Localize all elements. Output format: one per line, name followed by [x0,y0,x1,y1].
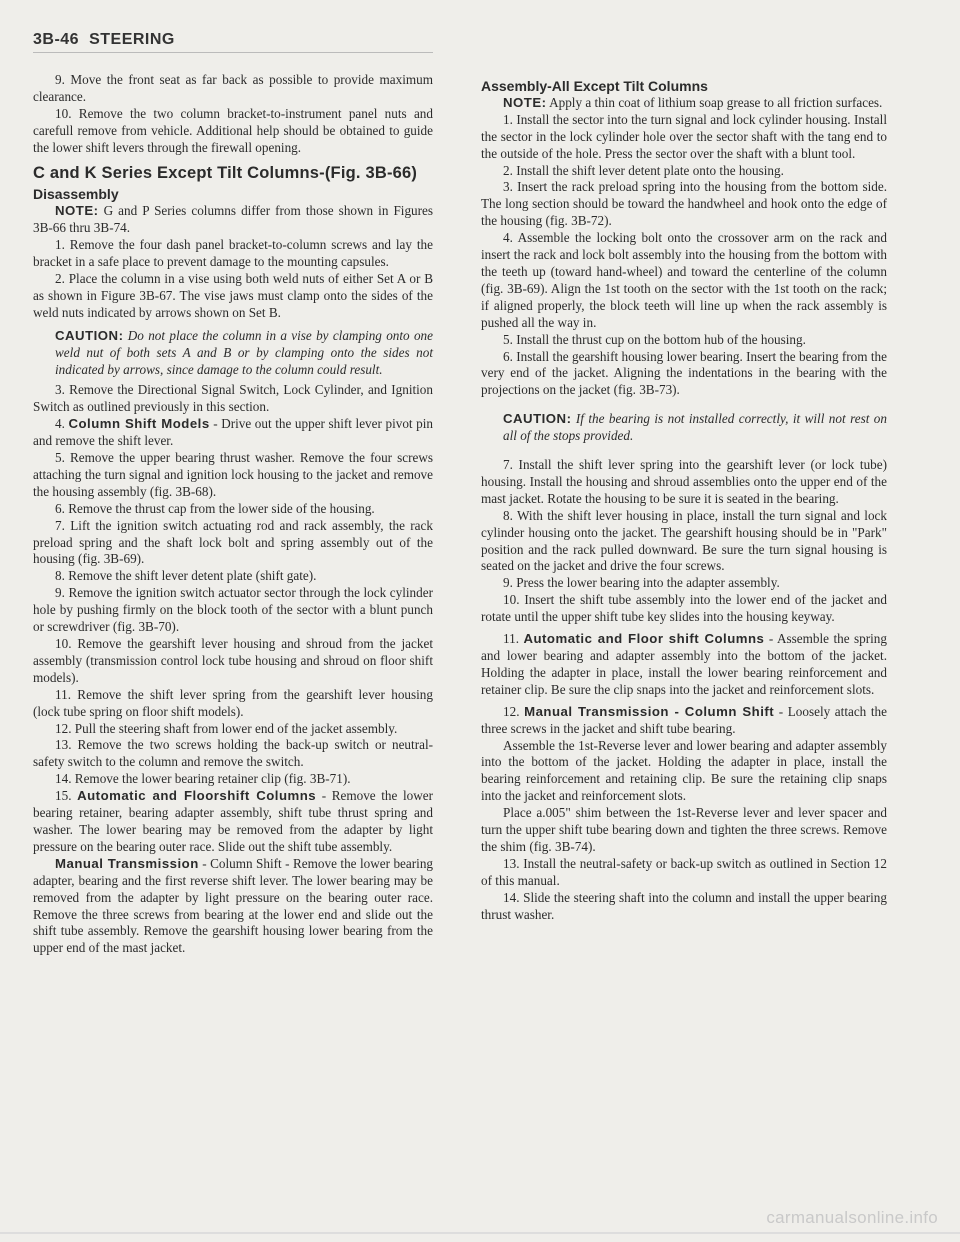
step: 4. Assemble the locking bolt onto the crossover arm on the rack and insert the rack and lock bolt assembly into the housing from the bottom with the teeth up (toward hand-wheel) and toward the centerline of the column (fig. 3B-69). Align the 1st tooth on the sector with the 1st tooth on the rack; if aligned properly, the block teeth will line up when the rack assembly is pushed all the way in. [481,230,887,330]
step: 9. Press the lower bearing into the adapter assembly. [503,575,780,591]
step: 11. Automatic and Floor shift Columns - Assemble the spring and lower bearing and adapter assembly into the bottom of the jacket. Holding the adapter in place, install the lower bearing reinforcement and retainer clip. Be sure the clip snaps into the jacket and reinforcement slots. [481,631,887,697]
step: 15. Automatic and Floorshift Columns - Remove the lower bearing retainer, bearing adapter assembly, shift tube thrust spring and washer. The lower bearing may be removed from the adapter by light pressure on the bearing outer race. Slide out the shift tube assembly. [33,788,433,854]
note-text: Apply a thin coat of lithium soap grease to all friction surfaces. [546,94,883,110]
step: 2. Install the shift lever detent plate onto the housing. [503,162,784,178]
section-heading: Assembly-All Except Tilt Columns [481,78,708,94]
caution-text: If the bearing is not installed correctly, it will not rest on all of the stops provided. [503,411,887,444]
step-label: Automatic and Floorshift Columns [77,788,317,804]
paragraph: Place a.005" shim between the 1st-Reverse lever and lever spacer and turn the upper shift tube bearing down and tighten the three screws. Remove the shim (fig. 3B-74). [481,805,887,854]
step: 11. Remove the shift lever spring from the gearshift lever housing (lock tube spring on floor shift models). [33,686,433,719]
step: 14. Slide the steering shaft into the column and install the upper bearing thrust washer. [481,889,887,922]
page-code: 3B-46 [33,31,80,48]
caution [503,411,887,445]
step-label: Column Shift Models [68,416,210,432]
step: 5. Remove the upper bearing thrust washer. Remove the four screws attaching the turn signal and ignition lock housing to the jacket and remove the housing assembly (fig. 3B-68). [33,450,433,499]
note [481,95,887,112]
step: 14. Remove the lower bearing retainer clip (fig. 3B-71). [55,771,351,787]
paragraph: 9. Move the front seat as far back as possible to provide maximum clearance. [33,72,433,104]
section-title: STEERING [89,31,175,48]
step: 12. Manual Transmission - Column Shift - Loosely attach the three screws in the jacket and shift tube bearing. [481,703,887,736]
step: 7. Lift the ignition switch actuating rod and rack assembly, the rack preload spring and the shaft lock bolt and spring assembly out of the housing (fig. 3B-69). [33,517,433,567]
step: Manual Transmission - Column Shift - Remove the lower bearing adapter, bearing and the first reverse shift lever. The lower bearing may be removed from the adapter by light pressure on the bearing outer race. Remove the three screws from bearing at the lower end and slide out the shift tube assembly. Remove the gearshift housing lower bearing from the upper end of the mast jacket. [33,855,434,956]
subheading: Disassembly [33,186,119,203]
right-column [481,72,887,924]
step: 4. Column Shift Models - Drive out the upper shift lever pivot pin and remove the shift lever. [33,416,434,449]
bottom-rule [0,1232,960,1234]
step-label: Automatic and Floor shift Columns [523,631,765,647]
step: 9. Remove the ignition switch actuator sector through the lock cylinder hole by pushing firmly on the block tooth of the sector with a blunt punch or screwdriver (fig. 3B-70). [33,585,433,635]
paragraph: Assemble the 1st-Reverse lever and lower bearing and adapter assembly into the bottom of the jacket. Holding the adapter in place, install the bearing reinforcement and retaining clip. Be sure the retaining clip snaps into the jacket and reinforcement slots. [481,737,887,804]
step: 13. Install the neutral-safety or back-up switch as outlined in Section 12 of this manual. [481,855,887,888]
section-heading: C and K Series Except Tilt Columns-(Fig. 3B-66) [33,163,418,182]
note-label: NOTE: [55,203,99,219]
step-label: Manual Transmission [55,855,199,871]
step: 5. Install the thrust cup on the bottom hub of the housing. [503,331,806,347]
page-header [33,31,185,49]
step: 10. Remove the gearshift lever housing and shroud from the jacket assembly (transmission control lock tube housing and shroud on floor shift models). [33,636,433,685]
step: 6. Remove the thrust cap from the lower side of the housing. [55,500,375,516]
watermark: carmanualsonline.info [766,1208,938,1227]
step-label: Manual Transmission - Column Shift [524,703,775,719]
step: 7. Install the shift lever spring into the gearshift lever (or lock tube) housing. Install the housing and shroud assemblies onto the upper end of the mast jacket. Rotate the housing to be sure it is seated in the bearing. [481,457,887,506]
note-text: G and P Series columns differ from those shown in Figures 3B-66 thru 3B-74. [33,203,434,236]
step: 13. Remove the two screws holding the back-up switch or neutral-safety switch to the column and remove the switch. [33,737,433,770]
note-label: NOTE: [503,94,547,110]
caution-text: Do not place the column in a vise by clamping onto one weld nut of both sets A and B or by clamping onto the sides not indicated by arrows, since damage to the column could result. [55,327,434,377]
header-rule [33,52,433,53]
step: 10. Insert the shift tube assembly into the lower end of the jacket and rotate until the upper shift tube key slides into the housing keyway. [481,592,887,625]
step: 3. Insert the rack preload spring into the housing from the bottom side. The long section should be toward the handwheel and hook onto the edge of the housing (fig. 3B-72). [481,179,887,229]
paragraph: 10. Remove the two column bracket-to-instrument panel nuts and carefull remove from vehicle. Additional help should be obtained to guide the lower shift levers through the firewall opening. [33,105,433,155]
step: 3. Remove the Directional Signal Switch, Lock Cylinder, and Ignition Switch as outlined previously in this section. [33,382,433,415]
step: 1. Remove the four dash panel bracket-to-column screws and lay the bracket in a safe place to prevent damage to the mounting capsules. [33,237,433,270]
caution [55,328,433,379]
caution-label: CAUTION: [55,327,124,343]
step: 12. Pull the steering shaft from lower end of the jacket assembly. [55,720,398,736]
left-column [33,72,433,957]
caution-label: CAUTION: [503,411,572,427]
note [33,203,433,237]
step: 2. Place the column in a vise using both weld nuts of either Set A or B as shown in Figure 3B-67. The vise jaws must clamp onto the sides of the weld nuts indicated by arrows shown on Set B. [33,270,433,320]
step: 6. Install the gearshift housing lower bearing. Insert the bearing from the very end of the jacket. Aligning the indentations in the bearing with the projections on the jacket (fig. 3B-73). [481,348,887,398]
step: 1. Install the sector into the turn signal and lock cylinder housing. Install the sector in the lock cylinder hole over the sector shaft with the tang end to the outside of the hole. Press the sector over the shaft with a blunt tool. [481,111,887,161]
step: 8. With the shift lever housing in place, install the turn signal and lock cylinder housing onto the jacket. The gearshift housing should be in "Park" position and the rack pulled downward. Be sure the turn signal housing is seated on the jacket and drive the four screws. [481,507,887,574]
step: 8. Remove the shift lever detent plate (shift gate). [55,568,317,584]
